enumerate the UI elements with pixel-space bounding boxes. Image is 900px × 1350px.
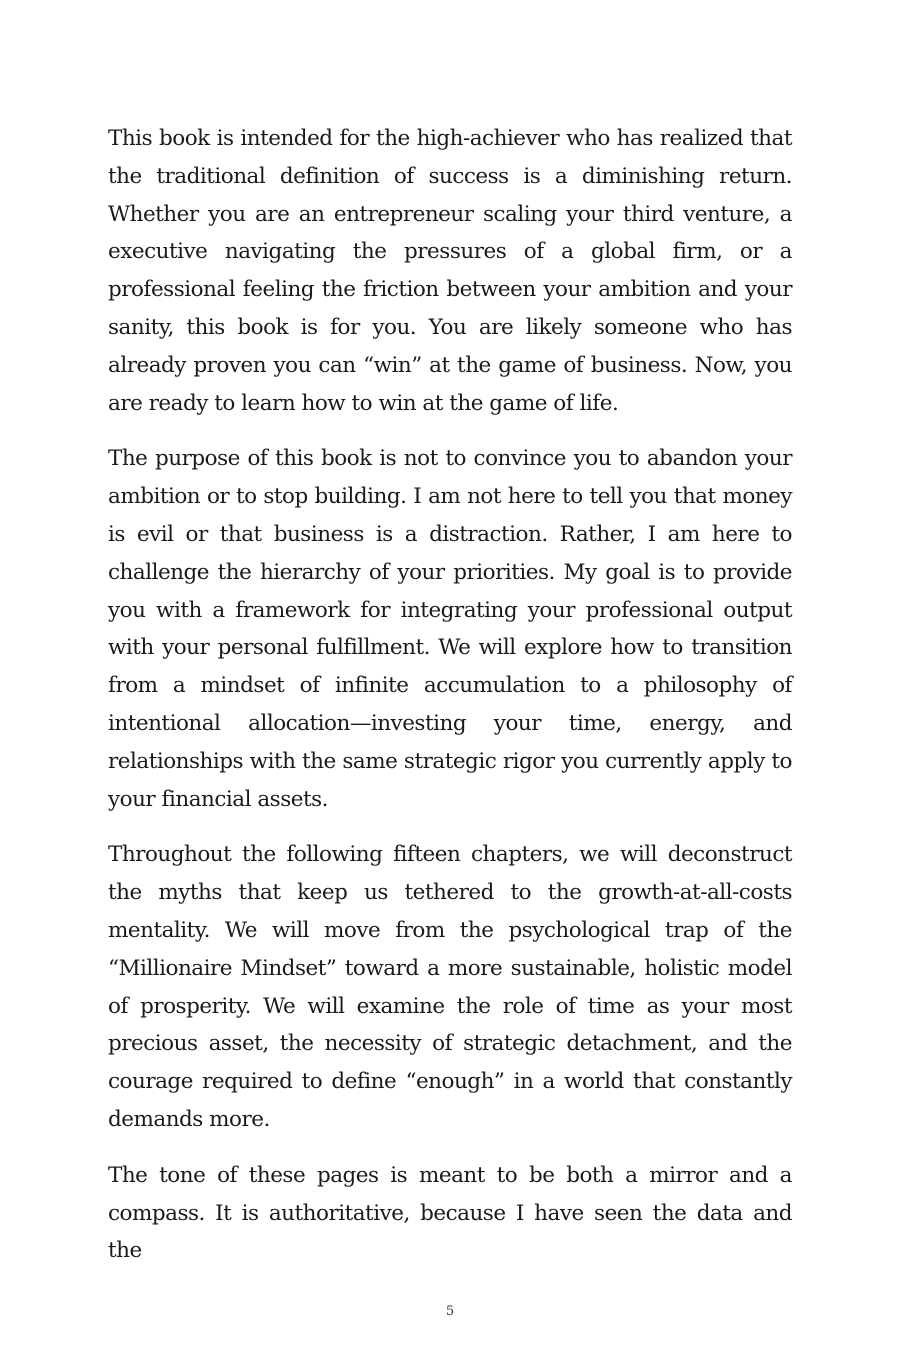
paragraph-chapters-overview: Throughout the following fifteen chapters, we will deconstruct the myths that keep us tethered to the growth-at-all-costs mentality. We will move from the psychological trap of the “Millionaire Mindset” toward a more sustainable, holistic model of prosperity. We will examine the role of time as your most precious asset, the necessity of strategic detachment, and the courage required to define “enough” in a world that constantly demands more. <box>108 842 792 1132</box>
paragraph-tone: The tone of these pages is meant to be both a mirror and a compass. It is authoritative, because I have seen the data and the <box>108 1162 792 1264</box>
paragraph-purpose: The purpose of this book is not to convince you to abandon your ambition or to stop building. I am not here to tell you that money is evil or that business is a distraction. Rather, I am here to challenge the hierarchy of your priorities. My goal is to provide you with a framework for integrating your professional output with your personal fulfillment. We will explore how to transition from a mindset of infinite accumulation to a philosophy of intentional allocation—investing your time, energy, and relationships with the same strategic rigor you currently apply to your financial assets. <box>108 446 792 812</box>
page-number: 5 <box>445 1304 455 1319</box>
body-text <box>108 120 792 1288</box>
paragraph-intended-audience: This book is intended for the high-achiever who has realized that the traditional definition of success is a diminishing return. Whether you are an entrepreneur scaling your third venture, a executive navigating the pressures of a global firm, or a professional feeling the friction between your ambition and your sanity, this book is for you. You are likely someone who has already proven you can “win” at the game of business. Now, you are ready to learn how to win at the game of life. <box>108 126 792 416</box>
